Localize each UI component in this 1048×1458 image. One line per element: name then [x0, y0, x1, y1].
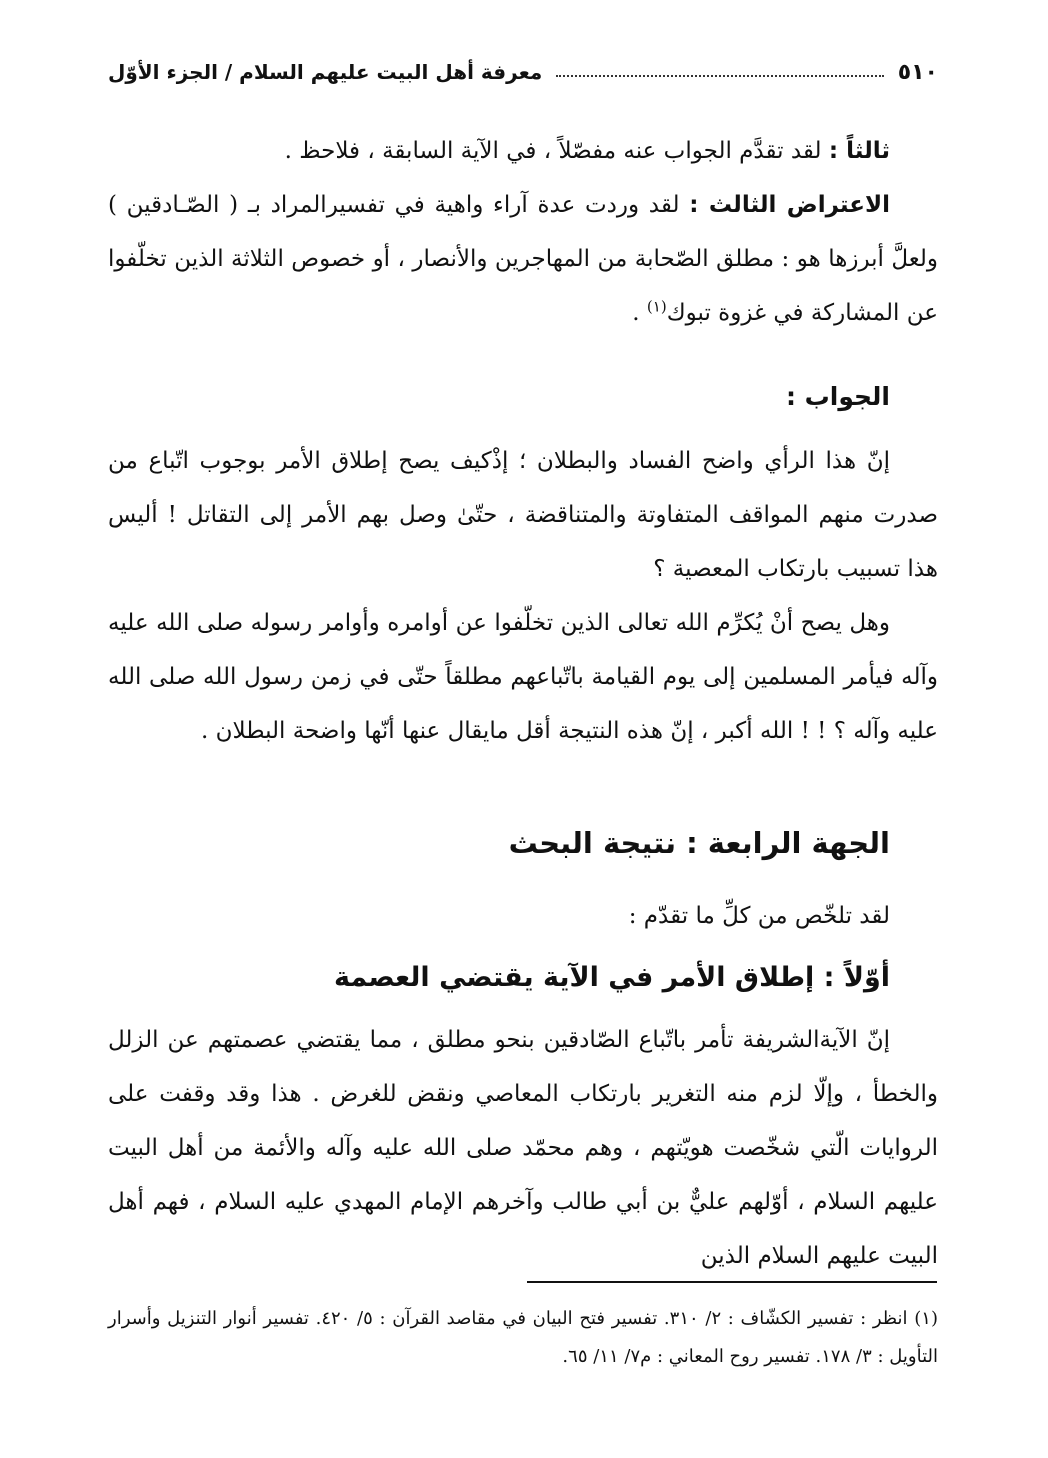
objection-section [108, 124, 938, 340]
running-title: معرفة أهل البيت عليهم السلام / الجزء الأوّل [108, 60, 543, 84]
third-point-paragraph [108, 124, 938, 178]
footnote-reference: (١) [646, 297, 667, 316]
third-objection-text: لقد وردت عدة آراء واهية في تفسيرالمراد بـ ( الصّـادقين ) ولعلَّ أبرزها هو : مطلق الصّحابة من المهاجرين والأنصار ، أو خصوص الثلاثة الذين تخلّفوا عن المشاركة في غزوة تبوك [108, 192, 938, 326]
footnote [108, 1300, 938, 1376]
footnote-text: انظر : تفسير الكشّاف : ٢/ ٣١٠. تفسير فتح البيان في مقاصد القرآن : ٥/ ٤٢٠. تفسير أنوار التنزيل وأسرار التأويل : ٣/ ١٧٨. تفسير روح المعاني : م٧/ ١١/ ٦٥. [108, 1308, 938, 1367]
third-objection-paragraph [108, 178, 938, 340]
first-point-heading: أوّلاً : إطلاق الأمر في الآية يقتضي العصمة [333, 962, 890, 993]
third-objection-lead: الاعتراض الثالث : [689, 192, 891, 218]
running-header [108, 52, 938, 92]
header-dot-leader [556, 75, 883, 77]
footnote-marker: (١) [914, 1308, 938, 1329]
result-section [108, 815, 938, 1283]
answer-paragraph-1: إنّ هذا الرأي واضح الفساد والبطلان ؛ إذْكيف يصح إطلاق الأمر بوجوب اتّباع من صدرت منهم المواقف المتفاوتة والمتناقضة ، حتّىٰ وصل بهم الأمر إلى التقاتل ! أليس هذا تسبيب بارتكاب المعصية ؟ [108, 448, 938, 582]
third-objection-end: . [632, 300, 647, 326]
third-point-text: لقد تقدَّم الجواب عنه مفصّلاً ، في الآية السابقة ، فلاحظ . [284, 138, 829, 164]
section-heading: الجهة الرابعة : نتيجة البحث [508, 826, 890, 860]
answer-section [108, 370, 938, 758]
section-intro: لقد تلخّص من كلِّ ما تقدّم : [628, 903, 890, 929]
answer-heading: الجواب : [785, 382, 890, 411]
first-point-paragraph: إنّ الآيةالشريفة تأمر باتّباع الصّادقين بنحو مطلق ، مما يقتضي عصمتهم عن الزلل والخطأ ، وإلّا لزم منه التغرير بارتكاب المعاصي ونقض للغرض . هذا وقد وقفت على الروايات الّتي شخّصت هويّتهم ، وهم محمّد صلى الله عليه وآله والأئمة من أهل البيت عليهم السلام ، أوّلهم عليٌّ بن أبي طالب وآخرهم الإمام المهدي عليه السلام ، فهم أهل البيت عليهم السلام الذين [108, 1027, 938, 1269]
footnote-separator [527, 1281, 937, 1283]
page-number: ٥١٠ [897, 59, 938, 85]
third-point-lead: ثالثاً : [828, 138, 890, 164]
answer-paragraph-2: وهل يصح أنْ يُكرِّم الله تعالى الذين تخلّفوا عن أوامره وأوامر رسوله صلى الله عليه وآله فيأمر المسلمين إلى يوم القيامة باتّباعهم مطلقاً حتّى في زمن رسول الله صلى الله عليه وآله ؟ ! ! الله أكبر ، إنّ هذه النتيجة أقل مايقال عنها أنّها واضحة البطلان . [108, 610, 938, 744]
